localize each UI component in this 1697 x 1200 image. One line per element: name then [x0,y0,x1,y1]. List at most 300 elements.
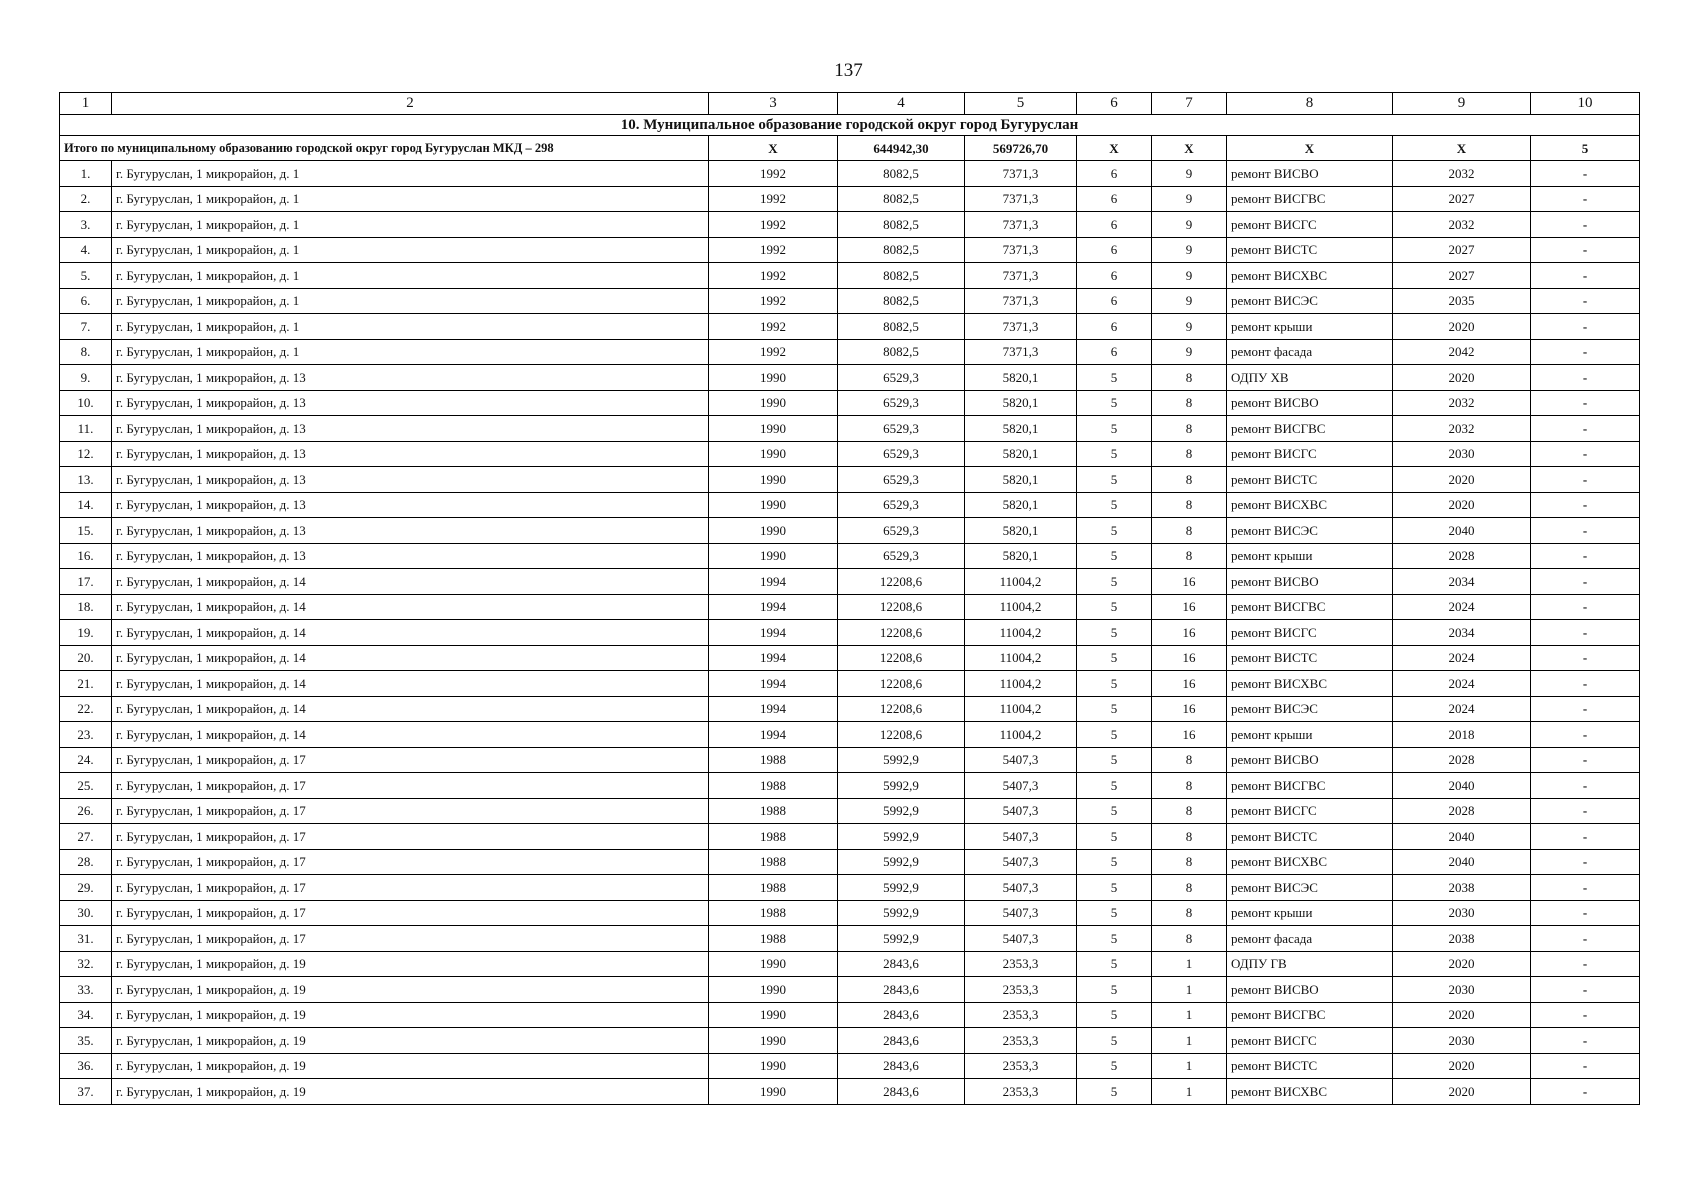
entrances-cell: 8 [1152,773,1227,799]
total-area-cell: 12208,6 [838,722,965,748]
row-number-cell: 6. [60,288,112,314]
total-cell: 644942,30 [838,136,965,161]
row-number-cell: 13. [60,467,112,493]
total-area-cell: 12208,6 [838,696,965,722]
row-number-cell: 8. [60,339,112,365]
row-number-cell: 7. [60,314,112,340]
year-cell: 1992 [709,339,838,365]
floors-cell: 6 [1077,288,1152,314]
total-area-cell: 12208,6 [838,569,965,595]
year-cell: 1988 [709,900,838,926]
note-cell: - [1531,620,1640,646]
year-cell: 1988 [709,849,838,875]
floors-cell: 6 [1077,263,1152,289]
table-row [60,518,1640,544]
note-cell: - [1531,543,1640,569]
living-area-cell: 5407,3 [965,824,1077,850]
planned-year-cell: 2034 [1393,620,1531,646]
living-area-cell: 7371,3 [965,161,1077,187]
work-type-cell: ремонт ВИСВО [1227,569,1393,595]
floors-cell: 5 [1077,875,1152,901]
total-area-cell: 8082,5 [838,186,965,212]
floors-cell: 5 [1077,518,1152,544]
address-cell: г. Бугуруслан, 1 микрорайон, д. 17 [112,849,709,875]
entrances-cell: 1 [1152,951,1227,977]
floors-cell: 5 [1077,645,1152,671]
living-area-cell: 7371,3 [965,237,1077,263]
planned-year-cell: 2035 [1393,288,1531,314]
column-number-cell: 9 [1393,93,1531,115]
row-number-cell: 28. [60,849,112,875]
address-cell: г. Бугуруслан, 1 микрорайон, д. 14 [112,696,709,722]
address-cell: г. Бугуруслан, 1 микрорайон, д. 17 [112,747,709,773]
planned-year-cell: 2020 [1393,365,1531,391]
address-cell: г. Бугуруслан, 1 микрорайон, д. 19 [112,1053,709,1079]
planned-year-cell: 2038 [1393,926,1531,952]
work-type-cell: ремонт ВИСГС [1227,441,1393,467]
note-cell: - [1531,671,1640,697]
year-cell: 1990 [709,518,838,544]
total-area-cell: 2843,6 [838,977,965,1003]
year-cell: 1994 [709,620,838,646]
year-cell: 1990 [709,365,838,391]
note-cell: - [1531,722,1640,748]
year-cell: 1988 [709,773,838,799]
year-cell: 1988 [709,824,838,850]
floors-cell: 5 [1077,1053,1152,1079]
total-area-cell: 2843,6 [838,1053,965,1079]
year-cell: 1994 [709,594,838,620]
work-type-cell: ремонт ВИСХВС [1227,492,1393,518]
address-cell: г. Бугуруслан, 1 микрорайон, д. 17 [112,798,709,824]
row-number-cell: 22. [60,696,112,722]
total-area-cell: 5992,9 [838,900,965,926]
row-number-cell: 12. [60,441,112,467]
total-area-cell: 8082,5 [838,314,965,340]
table-row [60,951,1640,977]
work-type-cell: ремонт ВИСВО [1227,747,1393,773]
total-cell: X [709,136,838,161]
table-row [60,1079,1640,1105]
work-type-cell: ремонт ВИСТС [1227,1053,1393,1079]
table-row [60,594,1640,620]
entrances-cell: 8 [1152,849,1227,875]
planned-year-cell: 2020 [1393,492,1531,518]
work-type-cell: ремонт крыши [1227,314,1393,340]
work-type-cell: ремонт ВИСХВС [1227,1079,1393,1105]
address-cell: г. Бугуруслан, 1 микрорайон, д. 13 [112,467,709,493]
entrances-cell: 16 [1152,620,1227,646]
living-area-cell: 2353,3 [965,951,1077,977]
column-number-cell: 1 [60,93,112,115]
note-cell: - [1531,900,1640,926]
living-area-cell: 5820,1 [965,467,1077,493]
note-cell: - [1531,696,1640,722]
total-area-cell: 6529,3 [838,441,965,467]
note-cell: - [1531,747,1640,773]
table-row [60,186,1640,212]
floors-cell: 5 [1077,365,1152,391]
note-cell: - [1531,492,1640,518]
total-cell: X [1077,136,1152,161]
work-type-cell: ремонт ВИСГВС [1227,594,1393,620]
note-cell: - [1531,926,1640,952]
row-number-cell: 5. [60,263,112,289]
year-cell: 1988 [709,747,838,773]
note-cell: - [1531,518,1640,544]
entrances-cell: 8 [1152,518,1227,544]
work-type-cell: ремонт ВИСГВС [1227,186,1393,212]
table-row [60,696,1640,722]
row-number-cell: 20. [60,645,112,671]
year-cell: 1990 [709,977,838,1003]
work-type-cell: ремонт ВИСГС [1227,620,1393,646]
planned-year-cell: 2032 [1393,212,1531,238]
note-cell: - [1531,186,1640,212]
address-cell: г. Бугуруслан, 1 микрорайон, д. 14 [112,594,709,620]
table-row [60,1053,1640,1079]
living-area-cell: 5407,3 [965,773,1077,799]
table-row [60,773,1640,799]
planned-year-cell: 2027 [1393,237,1531,263]
floors-cell: 5 [1077,900,1152,926]
year-cell: 1992 [709,288,838,314]
living-area-cell: 5820,1 [965,543,1077,569]
table-row [60,339,1640,365]
address-cell: г. Бугуруслан, 1 микрорайон, д. 1 [112,339,709,365]
total-area-cell: 8082,5 [838,237,965,263]
year-cell: 1994 [709,569,838,595]
entrances-cell: 1 [1152,1053,1227,1079]
work-type-cell: ремонт ВИСВО [1227,390,1393,416]
living-area-cell: 2353,3 [965,977,1077,1003]
note-cell: - [1531,569,1640,595]
address-cell: г. Бугуруслан, 1 микрорайон, д. 13 [112,543,709,569]
address-cell: г. Бугуруслан, 1 микрорайон, д. 14 [112,722,709,748]
address-cell: г. Бугуруслан, 1 микрорайон, д. 1 [112,161,709,187]
row-number-cell: 34. [60,1002,112,1028]
total-area-cell: 2843,6 [838,1028,965,1054]
year-cell: 1992 [709,314,838,340]
total-area-cell: 5992,9 [838,849,965,875]
planned-year-cell: 2027 [1393,186,1531,212]
year-cell: 1990 [709,543,838,569]
year-cell: 1992 [709,186,838,212]
row-number-cell: 26. [60,798,112,824]
floors-cell: 5 [1077,569,1152,595]
table-row [60,798,1640,824]
floors-cell: 6 [1077,161,1152,187]
year-cell: 1990 [709,951,838,977]
row-number-cell: 18. [60,594,112,620]
planned-year-cell: 2030 [1393,1028,1531,1054]
planned-year-cell: 2030 [1393,900,1531,926]
row-number-cell: 37. [60,1079,112,1105]
table-row [60,900,1640,926]
address-cell: г. Бугуруслан, 1 микрорайон, д. 13 [112,365,709,391]
entrances-cell: 8 [1152,390,1227,416]
entrances-cell: 16 [1152,569,1227,595]
living-area-cell: 5820,1 [965,390,1077,416]
row-number-cell: 31. [60,926,112,952]
floors-cell: 5 [1077,951,1152,977]
table-row [60,416,1640,442]
total-cell: X [1152,136,1227,161]
note-cell: - [1531,314,1640,340]
table-row [60,161,1640,187]
row-number-cell: 27. [60,824,112,850]
planned-year-cell: 2030 [1393,977,1531,1003]
living-area-cell: 2353,3 [965,1028,1077,1054]
column-number-cell: 2 [112,93,709,115]
address-cell: г. Бугуруслан, 1 микрорайон, д. 1 [112,314,709,340]
entrances-cell: 9 [1152,237,1227,263]
living-area-cell: 7371,3 [965,212,1077,238]
capital-repair-table [59,92,1640,1105]
work-type-cell: ремонт ВИСХВС [1227,263,1393,289]
total-area-cell: 5992,9 [838,926,965,952]
row-number-cell: 4. [60,237,112,263]
entrances-cell: 8 [1152,824,1227,850]
floors-cell: 6 [1077,237,1152,263]
address-cell: г. Бугуруслан, 1 микрорайон, д. 17 [112,773,709,799]
entrances-cell: 8 [1152,900,1227,926]
floors-cell: 6 [1077,339,1152,365]
address-cell: г. Бугуруслан, 1 микрорайон, д. 13 [112,390,709,416]
year-cell: 1992 [709,237,838,263]
year-cell: 1988 [709,926,838,952]
year-cell: 1994 [709,671,838,697]
floors-cell: 5 [1077,1079,1152,1105]
row-number-cell: 32. [60,951,112,977]
total-cell: 5 [1531,136,1640,161]
year-cell: 1988 [709,875,838,901]
table-row [60,492,1640,518]
address-cell: г. Бугуруслан, 1 микрорайон, д. 19 [112,1028,709,1054]
living-area-cell: 2353,3 [965,1053,1077,1079]
planned-year-cell: 2040 [1393,824,1531,850]
note-cell: - [1531,1028,1640,1054]
planned-year-cell: 2020 [1393,467,1531,493]
planned-year-cell: 2027 [1393,263,1531,289]
planned-year-cell: 2024 [1393,696,1531,722]
section-title: 10. Муниципальное образование городской округ город Бугуруслан [60,115,1640,136]
entrances-cell: 8 [1152,365,1227,391]
living-area-cell: 5820,1 [965,518,1077,544]
total-area-cell: 12208,6 [838,594,965,620]
address-cell: г. Бугуруслан, 1 микрорайон, д. 13 [112,492,709,518]
year-cell: 1990 [709,390,838,416]
year-cell: 1994 [709,696,838,722]
total-row [60,136,1640,161]
table-row [60,263,1640,289]
year-cell: 1994 [709,645,838,671]
planned-year-cell: 2024 [1393,671,1531,697]
row-number-cell: 23. [60,722,112,748]
living-area-cell: 5820,1 [965,416,1077,442]
work-type-cell: ремонт фасада [1227,926,1393,952]
table-row [60,365,1640,391]
entrances-cell: 8 [1152,467,1227,493]
note-cell: - [1531,1053,1640,1079]
living-area-cell: 11004,2 [965,722,1077,748]
year-cell: 1990 [709,492,838,518]
work-type-cell: ремонт ВИСЭС [1227,696,1393,722]
note-cell: - [1531,798,1640,824]
living-area-cell: 11004,2 [965,671,1077,697]
total-area-cell: 6529,3 [838,467,965,493]
column-number-cell: 8 [1227,93,1393,115]
table-body [60,93,1640,1105]
row-number-cell: 19. [60,620,112,646]
note-cell: - [1531,416,1640,442]
total-area-cell: 8082,5 [838,212,965,238]
row-number-cell: 35. [60,1028,112,1054]
work-type-cell: ремонт крыши [1227,722,1393,748]
planned-year-cell: 2020 [1393,951,1531,977]
work-type-cell: ремонт ВИСТС [1227,237,1393,263]
row-number-cell: 36. [60,1053,112,1079]
year-cell: 1990 [709,416,838,442]
table-row [60,212,1640,238]
address-cell: г. Бугуруслан, 1 микрорайон, д. 14 [112,569,709,595]
total-area-cell: 6529,3 [838,390,965,416]
floors-cell: 5 [1077,773,1152,799]
planned-year-cell: 2020 [1393,1079,1531,1105]
address-cell: г. Бугуруслан, 1 микрорайон, д. 19 [112,1079,709,1105]
living-area-cell: 5820,1 [965,365,1077,391]
table-row [60,849,1640,875]
row-number-cell: 11. [60,416,112,442]
address-cell: г. Бугуруслан, 1 микрорайон, д. 1 [112,237,709,263]
entrances-cell: 9 [1152,263,1227,289]
floors-cell: 5 [1077,747,1152,773]
work-type-cell: ремонт фасада [1227,339,1393,365]
total-area-cell: 8082,5 [838,161,965,187]
year-cell: 1990 [709,441,838,467]
address-cell: г. Бугуруслан, 1 микрорайон, д. 19 [112,977,709,1003]
planned-year-cell: 2020 [1393,314,1531,340]
entrances-cell: 9 [1152,212,1227,238]
column-number-cell: 7 [1152,93,1227,115]
planned-year-cell: 2040 [1393,849,1531,875]
year-cell: 1992 [709,212,838,238]
address-cell: г. Бугуруслан, 1 микрорайон, д. 1 [112,288,709,314]
work-type-cell: ремонт ВИСЭС [1227,875,1393,901]
living-area-cell: 11004,2 [965,696,1077,722]
floors-cell: 5 [1077,620,1152,646]
row-number-cell: 2. [60,186,112,212]
work-type-cell: ремонт ВИСТС [1227,824,1393,850]
column-number-row [60,93,1640,115]
floors-cell: 5 [1077,977,1152,1003]
floors-cell: 5 [1077,467,1152,493]
living-area-cell: 7371,3 [965,288,1077,314]
total-area-cell: 5992,9 [838,773,965,799]
row-number-cell: 1. [60,161,112,187]
year-cell: 1990 [709,1028,838,1054]
total-area-cell: 5992,9 [838,747,965,773]
total-area-cell: 6529,3 [838,543,965,569]
work-type-cell: ремонт ВИСХВС [1227,849,1393,875]
entrances-cell: 9 [1152,339,1227,365]
total-label: Итого по муниципальному образованию городской округ город Бугуруслан МКД – 298 [60,136,709,161]
note-cell: - [1531,441,1640,467]
row-number-cell: 21. [60,671,112,697]
living-area-cell: 5407,3 [965,798,1077,824]
entrances-cell: 9 [1152,288,1227,314]
total-area-cell: 12208,6 [838,671,965,697]
entrances-cell: 8 [1152,875,1227,901]
address-cell: г. Бугуруслан, 1 микрорайон, д. 17 [112,926,709,952]
planned-year-cell: 2032 [1393,416,1531,442]
entrances-cell: 8 [1152,492,1227,518]
living-area-cell: 5407,3 [965,926,1077,952]
entrances-cell: 8 [1152,416,1227,442]
address-cell: г. Бугуруслан, 1 микрорайон, д. 1 [112,263,709,289]
total-cell: 569726,70 [965,136,1077,161]
floors-cell: 5 [1077,696,1152,722]
address-cell: г. Бугуруслан, 1 микрорайон, д. 17 [112,824,709,850]
note-cell: - [1531,263,1640,289]
living-area-cell: 5407,3 [965,747,1077,773]
year-cell: 1990 [709,1079,838,1105]
year-cell: 1992 [709,161,838,187]
address-cell: г. Бугуруслан, 1 микрорайон, д. 13 [112,518,709,544]
table-row [60,1002,1640,1028]
address-cell: г. Бугуруслан, 1 микрорайон, д. 13 [112,416,709,442]
living-area-cell: 11004,2 [965,569,1077,595]
work-type-cell: ОДПУ ГВ [1227,951,1393,977]
work-type-cell: ремонт ВИСГВС [1227,1002,1393,1028]
work-type-cell: ремонт ВИСГС [1227,212,1393,238]
entrances-cell: 1 [1152,1079,1227,1105]
living-area-cell: 7371,3 [965,186,1077,212]
row-number-cell: 9. [60,365,112,391]
total-area-cell: 6529,3 [838,492,965,518]
note-cell: - [1531,365,1640,391]
table-row [60,467,1640,493]
total-cell: X [1227,136,1393,161]
total-area-cell: 2843,6 [838,951,965,977]
work-type-cell: ремонт ВИСГВС [1227,773,1393,799]
living-area-cell: 11004,2 [965,620,1077,646]
note-cell: - [1531,237,1640,263]
planned-year-cell: 2040 [1393,518,1531,544]
row-number-cell: 25. [60,773,112,799]
floors-cell: 5 [1077,543,1152,569]
table-row [60,645,1640,671]
row-number-cell: 3. [60,212,112,238]
floors-cell: 5 [1077,722,1152,748]
table-row [60,441,1640,467]
note-cell: - [1531,594,1640,620]
work-type-cell: ремонт ВИСЭС [1227,518,1393,544]
address-cell: г. Бугуруслан, 1 микрорайон, д. 17 [112,900,709,926]
floors-cell: 5 [1077,594,1152,620]
living-area-cell: 11004,2 [965,645,1077,671]
floors-cell: 5 [1077,390,1152,416]
living-area-cell: 11004,2 [965,594,1077,620]
planned-year-cell: 2034 [1393,569,1531,595]
planned-year-cell: 2028 [1393,798,1531,824]
row-number-cell: 17. [60,569,112,595]
row-number-cell: 29. [60,875,112,901]
section-title-row [60,115,1640,136]
floors-cell: 5 [1077,416,1152,442]
row-number-cell: 33. [60,977,112,1003]
total-area-cell: 2843,6 [838,1079,965,1105]
